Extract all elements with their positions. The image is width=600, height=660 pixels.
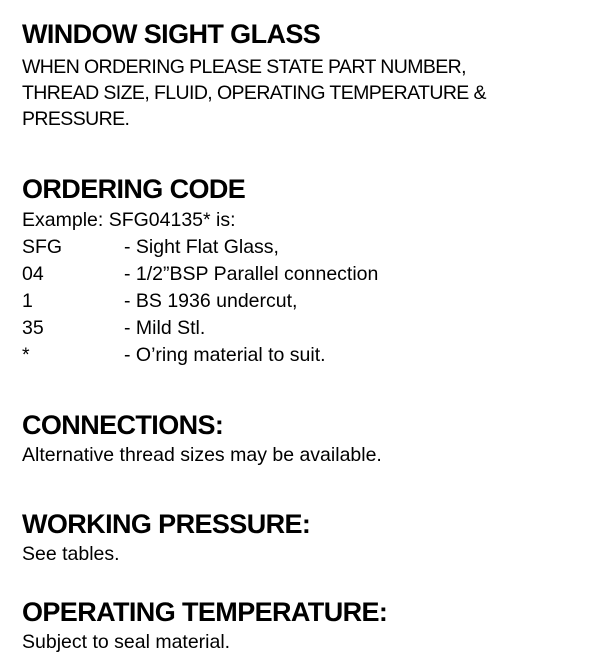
code-row	[22, 261, 592, 288]
code-row	[22, 342, 592, 369]
code-value: SFG	[22, 236, 63, 258]
code-value: *	[22, 344, 30, 366]
code-value: 04	[22, 263, 44, 285]
operating-temperature-text: Subject to seal material.	[22, 631, 231, 653]
connections-heading: CONNECTIONS:	[22, 410, 224, 440]
working-pressure-text: See tables.	[22, 543, 120, 565]
working-pressure-section	[22, 508, 592, 567]
connections-section	[22, 409, 592, 468]
code-description: - O’ring material to suit.	[124, 344, 326, 366]
window-sight-glass-section	[22, 18, 592, 132]
code-row	[22, 288, 592, 315]
code-value: 35	[22, 317, 44, 339]
code-description: - Mild Stl.	[124, 317, 206, 339]
ordering-instruction-line-3: PRESSURE.	[22, 108, 130, 130]
ordering-instruction-line-2: THREAD SIZE, FLUID, OPERATING TEMPERATURE &	[22, 82, 486, 104]
ordering-code-table	[22, 234, 592, 369]
ordering-code-section	[22, 173, 592, 369]
code-description: - Sight Flat Glass,	[124, 236, 279, 258]
ordering-code-heading: ORDERING CODE	[22, 174, 246, 204]
connections-text: Alternative thread sizes may be available.	[22, 444, 382, 466]
working-pressure-heading: WORKING PRESSURE:	[22, 509, 311, 539]
code-description: - 1/2”BSP Parallel connection	[124, 263, 379, 285]
code-description: - BS 1936 undercut,	[124, 290, 298, 312]
ordering-instruction-line-1: WHEN ORDERING PLEASE STATE PART NUMBER,	[22, 56, 466, 78]
code-row	[22, 315, 592, 342]
ordering-code-example: Example: SFG04135* is:	[22, 209, 236, 231]
code-value: 1	[22, 290, 33, 312]
code-row	[22, 234, 592, 261]
operating-temperature-heading: OPERATING TEMPERATURE:	[22, 597, 388, 627]
window-sight-glass-heading: WINDOW SIGHT GLASS	[22, 19, 321, 49]
operating-temperature-section	[22, 596, 592, 655]
